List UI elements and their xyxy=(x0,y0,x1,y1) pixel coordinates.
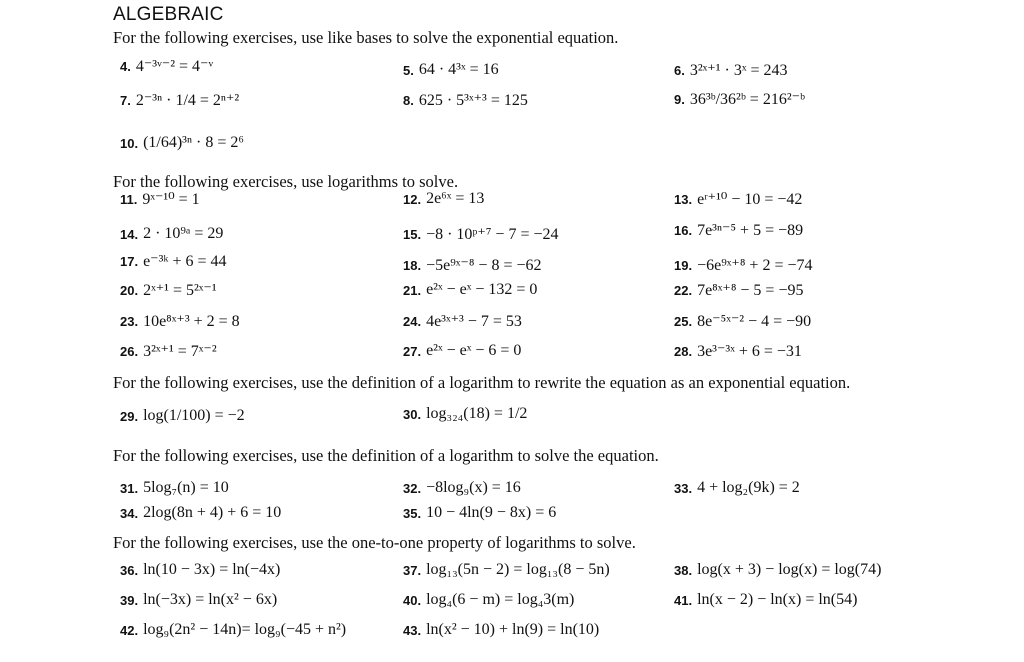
exercise-equation: e⁻³ᵏ + 6 = 44 xyxy=(143,253,227,270)
exercise-number: 20. xyxy=(120,282,139,298)
exercise-5 xyxy=(403,55,499,85)
exercise-12 xyxy=(403,184,484,214)
exercise-equation: 4 + log₂(9k) = 2 xyxy=(697,479,800,496)
exercise-equation: 3²ˣ⁺¹ · 3ˣ = 243 xyxy=(689,62,788,79)
exercise-number: 34. xyxy=(120,505,139,521)
exercise-17 xyxy=(120,246,227,276)
exercise-equation: e²ˣ − eˣ − 6 = 0 xyxy=(426,342,522,359)
exercise-9 xyxy=(674,84,805,114)
exercise-equation: e²ˣ − eˣ − 132 = 0 xyxy=(426,281,538,298)
exercise-equation: 2⁻³ⁿ · 1/4 = 2ⁿ⁺² xyxy=(135,92,240,109)
exercise-27 xyxy=(403,336,521,366)
exercise-equation: 625 · 5³ˣ⁺³ = 125 xyxy=(418,92,528,109)
exercise-number: 39. xyxy=(120,592,139,608)
exercise-equation: −6e⁹ˣ⁺⁸ + 2 = −74 xyxy=(697,257,813,274)
exercise-28 xyxy=(674,336,802,366)
exercise-number: 31. xyxy=(120,480,139,496)
exercise-equation: ln(x − 2) − ln(x) = ln(54) xyxy=(697,591,858,608)
exercise-39 xyxy=(120,585,277,615)
exercise-equation: 5log₇(n) = 10 xyxy=(143,479,229,496)
exercise-number: 8. xyxy=(403,92,414,108)
exercise-36 xyxy=(120,555,280,585)
exercise-number: 7. xyxy=(120,92,131,108)
exercise-number: 30. xyxy=(403,406,422,422)
exercise-equation: 8e⁻⁵ˣ⁻² − 4 = −90 xyxy=(697,313,812,330)
exercise-equation: log₁₃(5n − 2) = log₁₃(8 − 5n) xyxy=(426,561,610,578)
exercise-24 xyxy=(403,306,522,336)
exercise-equation: 3e³⁻³ˣ + 6 = −31 xyxy=(697,343,802,360)
exercise-22 xyxy=(674,275,803,305)
exercise-equation: log₉(2n² − 14n)= log₉(−45 + n²) xyxy=(143,621,347,638)
exercise-equation: log₄(6 − m) = log₄3(m) xyxy=(426,591,575,608)
exercise-number: 35. xyxy=(403,505,422,521)
exercise-equation: 64 · 4³ˣ = 16 xyxy=(418,61,499,78)
exercise-43 xyxy=(403,615,599,645)
exercise-number: 6. xyxy=(674,62,685,78)
exercise-number: 40. xyxy=(403,592,422,608)
exercise-number: 33. xyxy=(674,480,693,496)
exercise-equation: 3²ˣ⁺¹ = 7ˣ⁻² xyxy=(143,343,217,360)
exercise-6 xyxy=(674,55,787,85)
exercise-equation: 2log(8n + 4) + 6 = 10 xyxy=(143,504,282,521)
exercise-13 xyxy=(674,184,802,214)
page-title: ALGEBRAIC xyxy=(113,4,224,25)
exercise-equation: 2ˣ⁺¹ = 5²ˣ⁻¹ xyxy=(143,282,217,299)
exercise-number: 17. xyxy=(120,253,139,269)
exercise-number: 41. xyxy=(674,592,693,608)
exercise-35 xyxy=(403,498,556,528)
exercise-number: 25. xyxy=(674,313,693,329)
exercise-34 xyxy=(120,498,281,528)
exercise-number: 16. xyxy=(674,222,693,238)
exercise-number: 19. xyxy=(674,257,693,273)
exercise-25 xyxy=(674,306,811,336)
exercise-10 xyxy=(120,128,244,158)
exercise-equation: ln(x² − 10) + ln(9) = ln(10) xyxy=(426,621,600,638)
exercise-equation: −5e⁹ˣ⁻⁸ − 8 = −62 xyxy=(426,257,542,274)
instruction-logarithms: For the following exercises, use logarithms to solve. xyxy=(113,172,459,191)
instruction-rewrite-exponential: For the following exercises, use the definition of a logarithm to rewrite the equation as an exponential equation. xyxy=(113,373,851,392)
exercise-number: 21. xyxy=(403,282,422,298)
exercise-number: 37. xyxy=(403,562,422,578)
exercise-number: 36. xyxy=(120,562,139,578)
exercise-7 xyxy=(120,85,239,115)
exercise-number: 26. xyxy=(120,343,139,359)
exercise-37 xyxy=(403,555,610,585)
exercise-number: 11. xyxy=(120,191,138,207)
exercise-23 xyxy=(120,306,240,336)
instruction-one-to-one: For the following exercises, use the one-to-one property of logarithms to solve. xyxy=(113,533,636,552)
exercise-equation: −8log₉(x) = 16 xyxy=(426,479,521,496)
exercise-equation: 2 · 10⁹ᵃ = 29 xyxy=(143,225,224,242)
exercise-equation: 4⁻³ᵛ⁻² = 4⁻ᵛ xyxy=(135,58,214,75)
exercise-number: 4. xyxy=(120,58,131,74)
exercise-42 xyxy=(120,615,346,645)
exercise-equation: −8 · 10ᵖ⁺⁷ − 7 = −24 xyxy=(426,226,559,243)
exercise-number: 9. xyxy=(674,91,685,107)
exercise-40 xyxy=(403,585,574,615)
exercise-14 xyxy=(120,219,223,249)
exercise-number: 43. xyxy=(403,622,422,638)
exercise-number: 13. xyxy=(674,191,693,207)
exercise-equation: log(x + 3) − log(x) = log(74) xyxy=(697,561,882,578)
exercise-number: 5. xyxy=(403,62,414,78)
exercise-30 xyxy=(403,399,527,429)
exercise-11 xyxy=(120,184,200,214)
exercise-equation: 4e³ˣ⁺³ − 7 = 53 xyxy=(426,313,522,330)
exercise-equation: 7e⁸ˣ⁺⁸ − 5 = −95 xyxy=(697,282,804,299)
exercise-equation: ln(10 − 3x) = ln(−4x) xyxy=(143,561,281,578)
exercise-number: 32. xyxy=(403,480,422,496)
exercise-21 xyxy=(403,275,537,305)
exercise-15 xyxy=(403,219,559,249)
exercise-4 xyxy=(120,51,213,81)
exercise-number: 29. xyxy=(120,408,139,424)
exercise-26 xyxy=(120,336,217,366)
exercise-number: 38. xyxy=(674,562,693,578)
exercise-equation: log₃₂₄(18) = 1/2 xyxy=(426,405,528,422)
exercise-number: 10. xyxy=(120,135,139,151)
exercise-29 xyxy=(120,401,245,431)
exercise-number: 12. xyxy=(403,191,422,207)
exercise-equation: 10e⁸ˣ⁺³ + 2 = 8 xyxy=(143,313,240,330)
exercise-number: 28. xyxy=(674,343,693,359)
exercise-number: 42. xyxy=(120,622,139,638)
exercise-number: 27. xyxy=(403,343,422,359)
exercise-equation: ln(−3x) = ln(x² − 6x) xyxy=(143,591,278,608)
exercise-equation: 2e⁶ˣ = 13 xyxy=(426,190,485,207)
exercise-8 xyxy=(403,85,528,115)
exercise-number: 22. xyxy=(674,282,693,298)
exercise-equation: (1/64)³ⁿ · 8 = 2⁶ xyxy=(143,134,244,151)
instruction-definition-solve: For the following exercises, use the definition of a logarithm to solve the equation. xyxy=(113,446,659,465)
exercise-16 xyxy=(674,215,803,245)
exercise-number: 14. xyxy=(120,226,139,242)
exercise-33 xyxy=(674,473,800,503)
exercise-20 xyxy=(120,275,217,305)
exercise-equation: log(1/100) = −2 xyxy=(143,407,245,424)
exercise-number: 24. xyxy=(403,313,422,329)
instruction-like-bases: For the following exercises, use like bases to solve the exponential equation. xyxy=(113,28,619,47)
exercise-equation: 10 − 4ln(9 − 8x) = 6 xyxy=(426,504,557,521)
exercise-number: 18. xyxy=(403,257,422,273)
exercise-number: 23. xyxy=(120,313,139,329)
exercise-equation: 9ˣ⁻¹⁰ = 1 xyxy=(142,191,200,208)
exercise-equation: 36³ᵇ/36²ᵇ = 216²⁻ᵇ xyxy=(689,91,806,108)
exercise-number: 15. xyxy=(403,226,422,242)
exercise-equation: 7e³ⁿ⁻⁵ + 5 = −89 xyxy=(697,222,804,239)
exercise-41 xyxy=(674,585,857,615)
exercise-equation: eʳ⁺¹⁰ − 10 = −42 xyxy=(697,191,803,208)
exercise-38 xyxy=(674,555,881,585)
